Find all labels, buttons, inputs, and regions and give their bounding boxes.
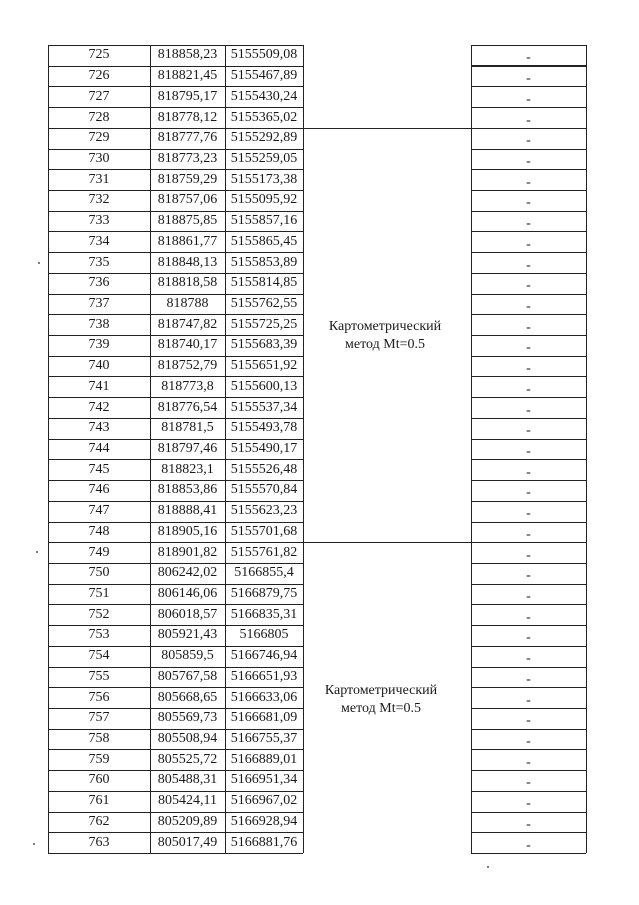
table-cell-mark: - xyxy=(526,237,531,252)
table-cell-y: 5155490,17 xyxy=(230,441,298,456)
table-cell-y: 5166967,02 xyxy=(230,793,298,808)
table-cell-mark: - xyxy=(526,444,531,459)
table-cell-mark: - xyxy=(526,630,531,645)
table-cell-y: 5155570,84 xyxy=(230,482,298,497)
table-cell-point-number: 752 xyxy=(88,607,110,622)
table-cell-y: 5166928,94 xyxy=(230,814,298,829)
method-note-line1: Картометрический xyxy=(328,319,442,334)
scan-speck xyxy=(36,551,38,553)
table-cell-mark: - xyxy=(526,589,531,604)
table-horizontal-rule xyxy=(48,791,303,792)
table-cell-y: 5155467,89 xyxy=(230,68,298,83)
table-horizontal-rule xyxy=(48,604,303,605)
table-cell-x: 818853,86 xyxy=(157,482,218,497)
table-cell-x: 818858,23 xyxy=(157,47,218,62)
table-horizontal-rule xyxy=(48,294,303,295)
table-cell-mark: - xyxy=(526,403,531,418)
table-cell-point-number: 741 xyxy=(88,379,110,394)
table-cell-y: 5155651,92 xyxy=(230,358,298,373)
table-cell-mark: - xyxy=(526,568,531,583)
table-cell-x: 818795,17 xyxy=(157,89,218,104)
table-cell-y: 5155623,23 xyxy=(230,503,298,518)
table-cell-x: 818747,82 xyxy=(157,317,218,332)
table-horizontal-rule xyxy=(48,667,303,668)
table-cell-y: 5155537,34 xyxy=(230,400,298,415)
table-cell-x: 818861,77 xyxy=(157,234,218,249)
table-horizontal-rule xyxy=(471,522,586,523)
table-horizontal-rule xyxy=(48,646,303,647)
table-cell-x: 818759,29 xyxy=(157,172,218,187)
table-cell-x: 806242,02 xyxy=(157,565,218,580)
table-cell-y: 5166805 xyxy=(239,627,289,642)
table-horizontal-rule xyxy=(48,335,303,336)
table-cell-mark: - xyxy=(526,71,531,86)
table-cell-point-number: 736 xyxy=(88,275,110,290)
table-cell-y: 5166889,01 xyxy=(230,752,298,767)
table-horizontal-rule xyxy=(48,66,303,67)
table-cell-y: 5155600,13 xyxy=(230,379,298,394)
table-cell-x: 805525,72 xyxy=(157,752,218,767)
table-cell-mark: - xyxy=(526,672,531,687)
table-cell-y: 5155865,45 xyxy=(230,234,298,249)
table-cell-y: 5155430,24 xyxy=(230,89,298,104)
table-cell-point-number: 754 xyxy=(88,648,110,663)
table-cell-mark: - xyxy=(526,216,531,231)
table-cell-point-number: 729 xyxy=(88,130,110,145)
table-cell-x: 806018,57 xyxy=(157,607,218,622)
table-cell-x: 818776,54 xyxy=(157,400,218,415)
table-cell-x: 818823,1 xyxy=(161,462,214,477)
table-cell-mark: - xyxy=(526,796,531,811)
table-cell-point-number: 751 xyxy=(88,586,110,601)
table-horizontal-rule xyxy=(48,439,303,440)
table-horizontal-rule xyxy=(471,563,586,564)
table-cell-mark: - xyxy=(526,527,531,542)
table-horizontal-rule xyxy=(471,45,586,46)
table-cell-point-number: 731 xyxy=(88,172,110,187)
table-horizontal-rule xyxy=(471,190,586,191)
table-cell-mark: - xyxy=(526,775,531,790)
table-cell-x: 805508,94 xyxy=(157,731,218,746)
table-horizontal-rule xyxy=(471,749,586,750)
table-cell-y: 5155725,25 xyxy=(230,317,298,332)
table-cell-point-number: 737 xyxy=(88,296,110,311)
table-cell-x: 805017,49 xyxy=(157,835,218,850)
table-horizontal-rule xyxy=(471,107,586,108)
table-horizontal-rule xyxy=(48,501,303,502)
table-cell-point-number: 763 xyxy=(88,835,110,850)
table-horizontal-rule xyxy=(48,211,303,212)
table-cell-mark: - xyxy=(526,610,531,625)
table-horizontal-rule xyxy=(48,86,303,87)
table-vertical-rule xyxy=(586,45,587,853)
table-cell-point-number: 756 xyxy=(88,690,110,705)
table-horizontal-rule xyxy=(471,480,586,481)
table-cell-mark: - xyxy=(526,92,531,107)
table-horizontal-rule xyxy=(471,169,586,170)
table-horizontal-rule xyxy=(471,273,586,274)
table-horizontal-rule xyxy=(48,45,303,46)
table-cell-x: 818773,23 xyxy=(157,151,218,166)
table-cell-y: 5155173,38 xyxy=(230,172,298,187)
table-horizontal-rule xyxy=(48,563,303,564)
table-cell-point-number: 727 xyxy=(88,89,110,104)
table-horizontal-rule xyxy=(471,397,586,398)
table-cell-x: 805488,31 xyxy=(157,772,218,787)
table-cell-point-number: 735 xyxy=(88,255,110,270)
table-cell-point-number: 749 xyxy=(88,545,110,560)
table-horizontal-rule xyxy=(48,542,303,543)
table-horizontal-rule xyxy=(471,356,586,357)
table-cell-mark: - xyxy=(526,713,531,728)
table-cell-x: 818740,17 xyxy=(157,337,218,352)
table-cell-y: 5155526,48 xyxy=(230,462,298,477)
table-horizontal-rule xyxy=(471,832,586,833)
table-cell-point-number: 761 xyxy=(88,793,110,808)
table-cell-y: 5166681,09 xyxy=(230,710,298,725)
table-cell-y: 5166755,37 xyxy=(230,731,298,746)
table-cell-y: 5155095,92 xyxy=(230,192,298,207)
table-cell-mark: - xyxy=(526,651,531,666)
scan-speck xyxy=(487,866,489,868)
table-cell-x: 818901,82 xyxy=(157,545,218,560)
table-cell-mark: - xyxy=(526,485,531,500)
table-cell-mark: - xyxy=(526,817,531,832)
table-cell-x: 818818,58 xyxy=(157,275,218,290)
table-cell-mark: - xyxy=(526,465,531,480)
table-horizontal-rule xyxy=(48,231,303,232)
table-cell-mark: - xyxy=(526,734,531,749)
table-cell-mark: - xyxy=(526,423,531,438)
method-note-line2: метод Mt=0.5 xyxy=(345,337,425,352)
table-horizontal-rule xyxy=(48,522,303,523)
table-cell-x: 818797,46 xyxy=(157,441,218,456)
table-cell-mark: - xyxy=(526,320,531,335)
table-horizontal-rule xyxy=(48,770,303,771)
table-cell-point-number: 760 xyxy=(88,772,110,787)
table-cell-y: 5155761,82 xyxy=(230,545,298,560)
method-note-line1: Картометрический xyxy=(324,683,438,698)
table-cell-point-number: 742 xyxy=(88,400,110,415)
table-cell-point-number: 759 xyxy=(88,752,110,767)
table-cell-point-number: 745 xyxy=(88,462,110,477)
table-horizontal-rule xyxy=(471,418,586,419)
table-cell-mark: - xyxy=(526,340,531,355)
table-cell-x: 818752,79 xyxy=(157,358,218,373)
table-horizontal-rule xyxy=(48,128,303,129)
table-cell-y: 5166855,4 xyxy=(234,565,294,580)
table-cell-y: 5166879,75 xyxy=(230,586,298,601)
table-horizontal-rule xyxy=(471,335,586,336)
table-horizontal-rule xyxy=(48,397,303,398)
table-vertical-rule xyxy=(303,45,304,853)
table-horizontal-rule xyxy=(48,459,303,460)
table-cell-x: 818905,16 xyxy=(157,524,218,539)
table-cell-y: 5155762,55 xyxy=(230,296,298,311)
table-horizontal-rule xyxy=(471,66,586,67)
table-horizontal-rule xyxy=(48,169,303,170)
table-horizontal-rule xyxy=(303,542,471,543)
table-cell-y: 5166633,06 xyxy=(230,690,298,705)
table-cell-mark: - xyxy=(526,258,531,273)
table-cell-x: 818778,12 xyxy=(157,110,218,125)
table-horizontal-rule xyxy=(471,459,586,460)
table-cell-mark: - xyxy=(526,154,531,169)
table-cell-mark: - xyxy=(526,755,531,770)
table-horizontal-rule xyxy=(471,646,586,647)
table-horizontal-rule xyxy=(471,667,586,668)
table-horizontal-rule xyxy=(471,812,586,813)
table-horizontal-rule xyxy=(48,812,303,813)
table-cell-y: 5166951,34 xyxy=(230,772,298,787)
table-horizontal-rule xyxy=(48,480,303,481)
table-cell-mark: - xyxy=(526,838,531,853)
table-cell-mark: - xyxy=(526,548,531,563)
table-cell-y: 5166835,31 xyxy=(230,607,298,622)
table-horizontal-rule xyxy=(471,211,586,212)
table-horizontal-rule xyxy=(303,128,471,129)
table-horizontal-rule xyxy=(48,708,303,709)
method-note-2 xyxy=(296,682,466,718)
table-horizontal-rule xyxy=(471,625,586,626)
table-cell-y: 5155814,85 xyxy=(230,275,298,290)
table-cell-mark: - xyxy=(526,50,531,65)
table-horizontal-rule xyxy=(471,604,586,605)
table-cell-x: 805668,65 xyxy=(157,690,218,705)
table-horizontal-rule xyxy=(471,542,586,543)
table-cell-point-number: 746 xyxy=(88,482,110,497)
table-horizontal-rule xyxy=(48,149,303,150)
table-horizontal-rule xyxy=(471,791,586,792)
table-cell-mark: - xyxy=(526,693,531,708)
table-horizontal-rule xyxy=(48,273,303,274)
table-cell-x: 805859,5 xyxy=(161,648,214,663)
method-note-line2: метод Mt=0.5 xyxy=(341,701,421,716)
table-cell-point-number: 740 xyxy=(88,358,110,373)
table-cell-point-number: 748 xyxy=(88,524,110,539)
table-cell-point-number: 726 xyxy=(88,68,110,83)
table-cell-y: 5166746,94 xyxy=(230,648,298,663)
table-horizontal-rule xyxy=(471,231,586,232)
table-horizontal-rule xyxy=(48,749,303,750)
table-horizontal-rule xyxy=(48,252,303,253)
table-horizontal-rule xyxy=(471,128,586,129)
table-cell-y: 5155292,89 xyxy=(230,130,298,145)
table-horizontal-rule xyxy=(471,376,586,377)
table-cell-point-number: 728 xyxy=(88,110,110,125)
table-cell-point-number: 733 xyxy=(88,213,110,228)
table-cell-y: 5155853,89 xyxy=(230,255,298,270)
table-cell-point-number: 747 xyxy=(88,503,110,518)
table-horizontal-rule xyxy=(471,584,586,585)
table-cell-x: 805569,73 xyxy=(157,710,218,725)
table-cell-y: 5155701,68 xyxy=(230,524,298,539)
table-cell-point-number: 732 xyxy=(88,192,110,207)
table-cell-point-number: 738 xyxy=(88,317,110,332)
table-horizontal-rule xyxy=(48,418,303,419)
table-cell-mark: - xyxy=(526,299,531,314)
table-horizontal-rule xyxy=(471,708,586,709)
table-horizontal-rule xyxy=(471,439,586,440)
table-cell-mark: - xyxy=(526,278,531,293)
table-horizontal-rule xyxy=(471,501,586,502)
table-horizontal-rule xyxy=(471,252,586,253)
table-cell-x: 818788 xyxy=(166,296,209,311)
table-cell-x: 805767,58 xyxy=(157,669,218,684)
table-horizontal-rule xyxy=(471,687,586,688)
table-cell-y: 5155509,08 xyxy=(230,47,298,62)
table-cell-mark: - xyxy=(526,113,531,128)
table-cell-point-number: 744 xyxy=(88,441,110,456)
table-horizontal-rule xyxy=(48,107,303,108)
table-horizontal-rule xyxy=(471,729,586,730)
table-cell-mark: - xyxy=(526,133,531,148)
table-cell-y: 5155493,78 xyxy=(230,420,298,435)
table-cell-mark: - xyxy=(526,506,531,521)
table-cell-point-number: 725 xyxy=(88,47,110,62)
table-cell-x: 805209,89 xyxy=(157,814,218,829)
table-cell-mark: - xyxy=(526,361,531,376)
table-horizontal-rule xyxy=(48,356,303,357)
table-horizontal-rule xyxy=(471,853,586,854)
table-horizontal-rule xyxy=(48,625,303,626)
table-cell-x: 818777,76 xyxy=(157,130,218,145)
table-cell-point-number: 755 xyxy=(88,669,110,684)
table-horizontal-rule xyxy=(471,294,586,295)
table-cell-point-number: 753 xyxy=(88,627,110,642)
table-cell-point-number: 734 xyxy=(88,234,110,249)
table-horizontal-rule xyxy=(48,314,303,315)
table-horizontal-rule xyxy=(471,314,586,315)
table-horizontal-rule xyxy=(48,853,303,854)
table-cell-y: 5155259,05 xyxy=(230,151,298,166)
table-cell-x: 818773,8 xyxy=(161,379,214,394)
table-cell-point-number: 750 xyxy=(88,565,110,580)
table-horizontal-rule xyxy=(48,687,303,688)
table-horizontal-rule xyxy=(471,149,586,150)
table-cell-point-number: 730 xyxy=(88,151,110,166)
table-cell-y: 5166651,93 xyxy=(230,669,298,684)
table-horizontal-rule xyxy=(48,832,303,833)
table-cell-point-number: 758 xyxy=(88,731,110,746)
table-cell-x: 818821,45 xyxy=(157,68,218,83)
table-cell-x: 805424,11 xyxy=(158,793,217,808)
method-note-1 xyxy=(300,318,470,354)
table-cell-mark: - xyxy=(526,382,531,397)
scan-speck xyxy=(33,843,35,845)
table-horizontal-rule xyxy=(48,190,303,191)
table-horizontal-rule xyxy=(471,65,586,66)
table-cell-point-number: 739 xyxy=(88,337,110,352)
table-cell-point-number: 743 xyxy=(88,420,110,435)
table-cell-x: 818875,85 xyxy=(157,213,218,228)
table-cell-point-number: 757 xyxy=(88,710,110,725)
table-cell-y: 5155683,39 xyxy=(230,337,298,352)
table-cell-x: 818888,41 xyxy=(157,503,218,518)
table-cell-point-number: 762 xyxy=(88,814,110,829)
table-cell-x: 818757,06 xyxy=(157,192,218,207)
table-horizontal-rule xyxy=(48,584,303,585)
table-cell-y: 5155365,02 xyxy=(230,110,298,125)
table-cell-mark: - xyxy=(526,175,531,190)
table-horizontal-rule xyxy=(471,770,586,771)
table-cell-x: 818781,5 xyxy=(161,420,214,435)
table-cell-y: 5166881,76 xyxy=(230,835,298,850)
table-cell-x: 818848,13 xyxy=(157,255,218,270)
table-cell-mark: - xyxy=(526,195,531,210)
table-horizontal-rule xyxy=(471,86,586,87)
table-horizontal-rule xyxy=(48,376,303,377)
table-cell-x: 805921,43 xyxy=(157,627,218,642)
table-cell-y: 5155857,16 xyxy=(230,213,298,228)
table-horizontal-rule xyxy=(48,729,303,730)
table-cell-x: 806146,06 xyxy=(157,586,218,601)
scan-speck xyxy=(38,262,40,264)
